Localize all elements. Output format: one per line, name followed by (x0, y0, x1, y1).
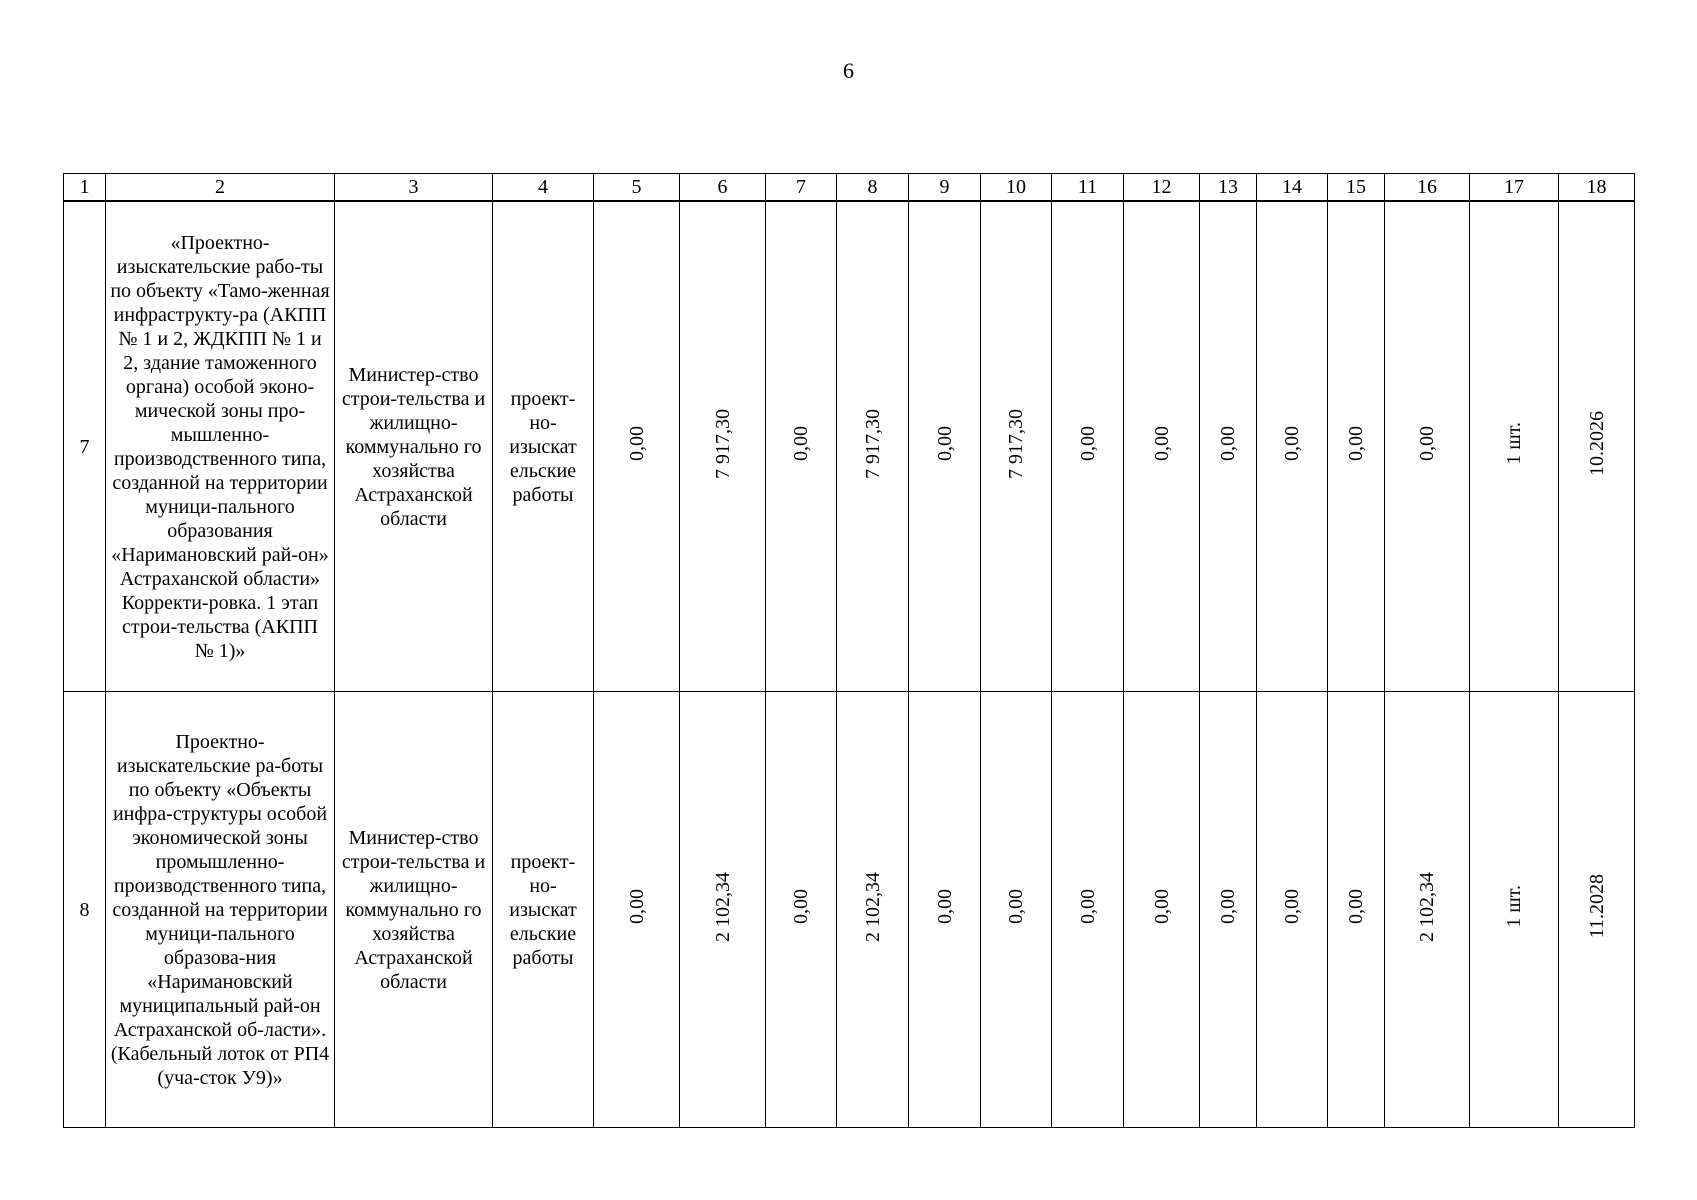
value: 0,00 (933, 889, 956, 924)
deadline-cell (1559, 692, 1635, 1128)
value-cell (1052, 201, 1124, 692)
value-cell (1200, 692, 1257, 1128)
value-cell (1328, 692, 1385, 1128)
value: 0,00 (933, 426, 956, 461)
quantity: 1 шт. (1503, 885, 1525, 928)
organization-cell (335, 692, 493, 1128)
value: 0,00 (790, 426, 812, 461)
value: 0,00 (1150, 889, 1173, 924)
column-number: 12 (1124, 174, 1200, 202)
page-number: 6 (843, 58, 854, 83)
value-cell (766, 692, 837, 1128)
value: 0,00 (1076, 889, 1099, 924)
value: 2 102,34 (1416, 871, 1438, 942)
table-row (64, 692, 1635, 1128)
column-number: 17 (1470, 174, 1559, 202)
deadline: 11.2028 (1585, 874, 1608, 939)
value: 0,00 (1005, 889, 1027, 924)
value-cell (594, 692, 680, 1128)
quantity-cell (1470, 201, 1559, 692)
value-cell (1257, 692, 1328, 1128)
value-cell (981, 692, 1052, 1128)
value: 7 917,30 (711, 408, 734, 479)
project-name-cell (106, 692, 335, 1128)
row-number: 7 (64, 201, 106, 692)
project-name: Проектно-изыскательские ра-боты по объекту «Объекты инфра-структуры особой экономической зоны промышленно-производственного типа, созданной на территории муници-пального образова-ния «Наримановский муниципальный рай-он Астраханской об-ласти». (Кабельный лоток от РП4 (уча-сток У9)» (110, 730, 330, 1089)
value-cell (1328, 201, 1385, 692)
value-cell (1124, 692, 1200, 1128)
column-number: 7 (766, 174, 837, 202)
value: 0,00 (1281, 889, 1303, 924)
column-number: 14 (1257, 174, 1328, 202)
value: 0,00 (1281, 426, 1303, 461)
value: 0,00 (790, 889, 812, 924)
value-cell (1052, 692, 1124, 1128)
column-number: 5 (594, 174, 680, 202)
project-name: «Проектно-изыскательские рабо-ты по объекту «Тамо-женная инфраструкту-ра (АКПП № 1 и 2, ЖДКПП № 1 и 2, здание таможенного органа) особой эконо-мической зоны про-мышленно-производственного типа, созданной на территории муници-пального образования «Наримановский рай-он» Астраханской области» Корректи-ровка. 1 этап строи-тельства (АКПП № 1)» (110, 231, 330, 662)
deadline: 10.2026 (1585, 411, 1608, 476)
column-number: 2 (106, 174, 335, 202)
work-type-cell (493, 692, 594, 1128)
deadline-cell (1559, 201, 1635, 692)
value-cell (981, 201, 1052, 692)
value-cell (594, 201, 680, 692)
value: 7 917,30 (1005, 408, 1027, 479)
work-type: проект-но-изыскат ельские работы (509, 850, 577, 969)
value: 0,00 (1217, 889, 1239, 924)
quantity: 1 шт. (1503, 422, 1525, 465)
column-number: 8 (837, 174, 909, 202)
value-cell (1385, 201, 1470, 692)
value-cell (909, 201, 981, 692)
value: 0,00 (1416, 426, 1438, 461)
column-number: 13 (1200, 174, 1257, 202)
organization: Министер-ство строи-тельства и жилищно-коммунально го хозяйства Астраханской области (341, 826, 486, 993)
value: 0,00 (625, 889, 648, 924)
value-cell (1257, 201, 1328, 692)
column-number: 18 (1559, 174, 1635, 202)
column-number: 10 (981, 174, 1052, 202)
value: 0,00 (1345, 889, 1367, 924)
value-cell (909, 692, 981, 1128)
project-name-cell (106, 201, 335, 692)
value-cell (680, 692, 766, 1128)
column-number: 6 (680, 174, 766, 202)
value: 0,00 (1150, 426, 1173, 461)
column-number-row (64, 174, 1635, 202)
organization-cell (335, 201, 493, 692)
column-number: 4 (493, 174, 594, 202)
value: 0,00 (1217, 426, 1239, 461)
value: 0,00 (1345, 426, 1367, 461)
column-number: 16 (1385, 174, 1470, 202)
table-row (64, 201, 1635, 692)
value: 2 102,34 (861, 871, 884, 942)
value-cell (837, 201, 909, 692)
work-type-cell (493, 201, 594, 692)
value-cell (837, 692, 909, 1128)
column-number: 3 (335, 174, 493, 202)
value: 0,00 (625, 426, 648, 461)
program-table (63, 173, 1635, 1128)
value-cell (1124, 201, 1200, 692)
value-cell (1385, 692, 1470, 1128)
value: 0,00 (1076, 426, 1099, 461)
row-number: 8 (64, 692, 106, 1128)
column-number: 9 (909, 174, 981, 202)
column-number: 15 (1328, 174, 1385, 202)
value: 2 102,34 (711, 871, 734, 942)
value-cell (680, 201, 766, 692)
work-type: проект-но-изыскат ельские работы (509, 387, 577, 506)
value-cell (766, 201, 837, 692)
column-number: 11 (1052, 174, 1124, 202)
organization: Министер-ство строи-тельства и жилищно-коммунально го хозяйства Астраханской области (341, 363, 486, 530)
value: 7 917,30 (861, 408, 884, 479)
quantity-cell (1470, 692, 1559, 1128)
column-number: 1 (64, 174, 106, 202)
value-cell (1200, 201, 1257, 692)
